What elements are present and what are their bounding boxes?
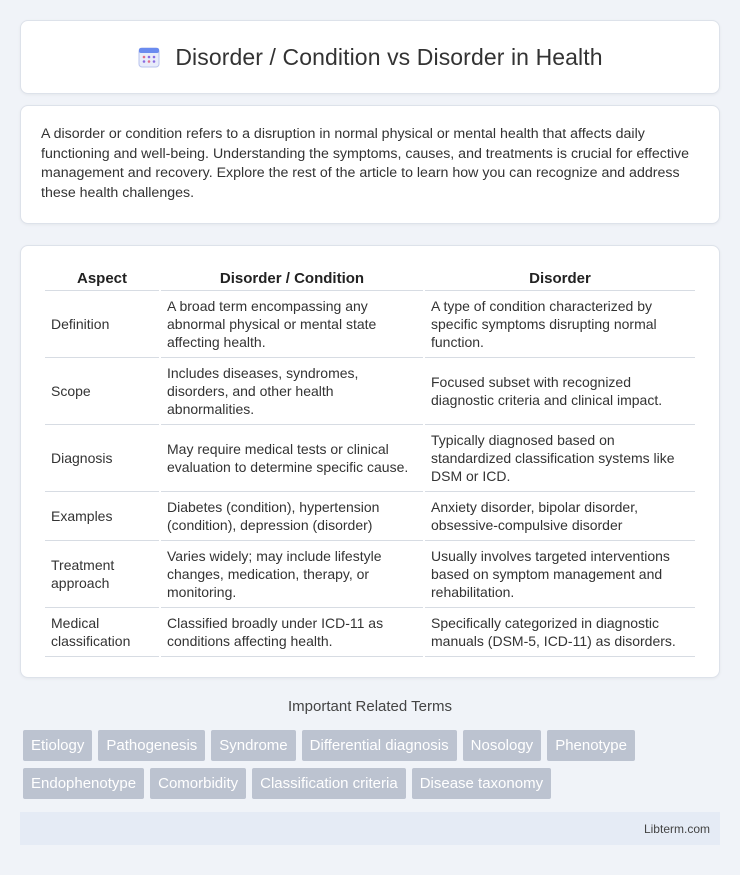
tag-comorbidity[interactable]: Comorbidity	[150, 768, 246, 799]
cell-disorder-condition: Diabetes (condition), hypertension (condition), depression (disorder)	[161, 492, 423, 541]
cell-aspect: Examples	[45, 492, 159, 541]
table-row	[45, 291, 695, 358]
related-terms-title: Important Related Terms	[288, 698, 452, 715]
cell-disorder: A type of condition characterized by specific symptoms disrupting normal function.	[425, 291, 695, 358]
cell-disorder-condition: Varies widely; may include lifestyle changes, medication, therapy, or monitoring.	[161, 541, 423, 608]
calendar-icon	[137, 45, 161, 69]
cell-aspect: Treatment approach	[45, 541, 159, 608]
comparison-table-card	[20, 245, 720, 678]
intro-card	[20, 105, 720, 224]
tag-pathogenesis[interactable]: Pathogenesis	[98, 730, 205, 761]
tag-differential-diagnosis[interactable]: Differential diagnosis	[302, 730, 457, 761]
header-disorder: Disorder	[425, 266, 695, 291]
page-title: Disorder / Condition vs Disorder in Health	[175, 43, 603, 70]
cell-aspect: Scope	[45, 358, 159, 425]
header-aspect: Aspect	[45, 266, 159, 291]
cell-disorder-condition: May require medical tests or clinical evaluation to determine specific cause.	[161, 425, 423, 492]
intro-text: A disorder or condition refers to a disruption in normal physical or mental health that affects daily functioning and well-being. Understanding the symptoms, causes, and treatments is crucial for effective management and recovery. Explore the rest of the article to learn how you can recognize and address these health challenges.	[41, 126, 689, 201]
table-row	[45, 492, 695, 541]
cell-disorder: Specifically categorized in diagnostic manuals (DSM-5, ICD-11) as disorders.	[425, 608, 695, 657]
table-header-row	[45, 266, 695, 291]
cell-disorder: Focused subset with recognized diagnostic criteria and clinical impact.	[425, 358, 695, 425]
cell-disorder: Usually involves targeted interventions based on symptom management and rehabilitation.	[425, 541, 695, 608]
cell-disorder-condition: Includes diseases, syndromes, disorders, and other health abnormalities.	[161, 358, 423, 425]
tag-etiology[interactable]: Etiology	[23, 730, 92, 761]
cell-aspect: Definition	[45, 291, 159, 358]
tag-phenotype[interactable]: Phenotype	[547, 730, 635, 761]
tag-endophenotype[interactable]: Endophenotype	[23, 768, 144, 799]
cell-disorder-condition: Classified broadly under ICD-11 as conditions affecting health.	[161, 608, 423, 657]
tag-classification-criteria[interactable]: Classification criteria	[252, 768, 406, 799]
table-row	[45, 608, 695, 657]
cell-disorder: Anxiety disorder, bipolar disorder, obsessive-compulsive disorder	[425, 492, 695, 541]
footer	[20, 812, 720, 845]
related-terms-tags	[23, 730, 723, 799]
comparison-table	[43, 266, 697, 657]
footer-site-link[interactable]: Libterm.com	[643, 822, 710, 836]
tag-syndrome[interactable]: Syndrome	[211, 730, 295, 761]
cell-aspect: Diagnosis	[45, 425, 159, 492]
header-disorder-condition: Disorder / Condition	[161, 266, 423, 291]
table-row	[45, 425, 695, 492]
cell-disorder: Typically diagnosed based on standardized classification systems like DSM or ICD.	[425, 425, 695, 492]
cell-disorder-condition: A broad term encompassing any abnormal physical or mental state affecting health.	[161, 291, 423, 358]
table-row	[45, 358, 695, 425]
table-row	[45, 541, 695, 608]
tag-disease-taxonomy[interactable]: Disease taxonomy	[412, 768, 551, 799]
header-card	[20, 20, 720, 94]
cell-aspect: Medical classification	[45, 608, 159, 657]
tag-nosology[interactable]: Nosology	[463, 730, 542, 761]
